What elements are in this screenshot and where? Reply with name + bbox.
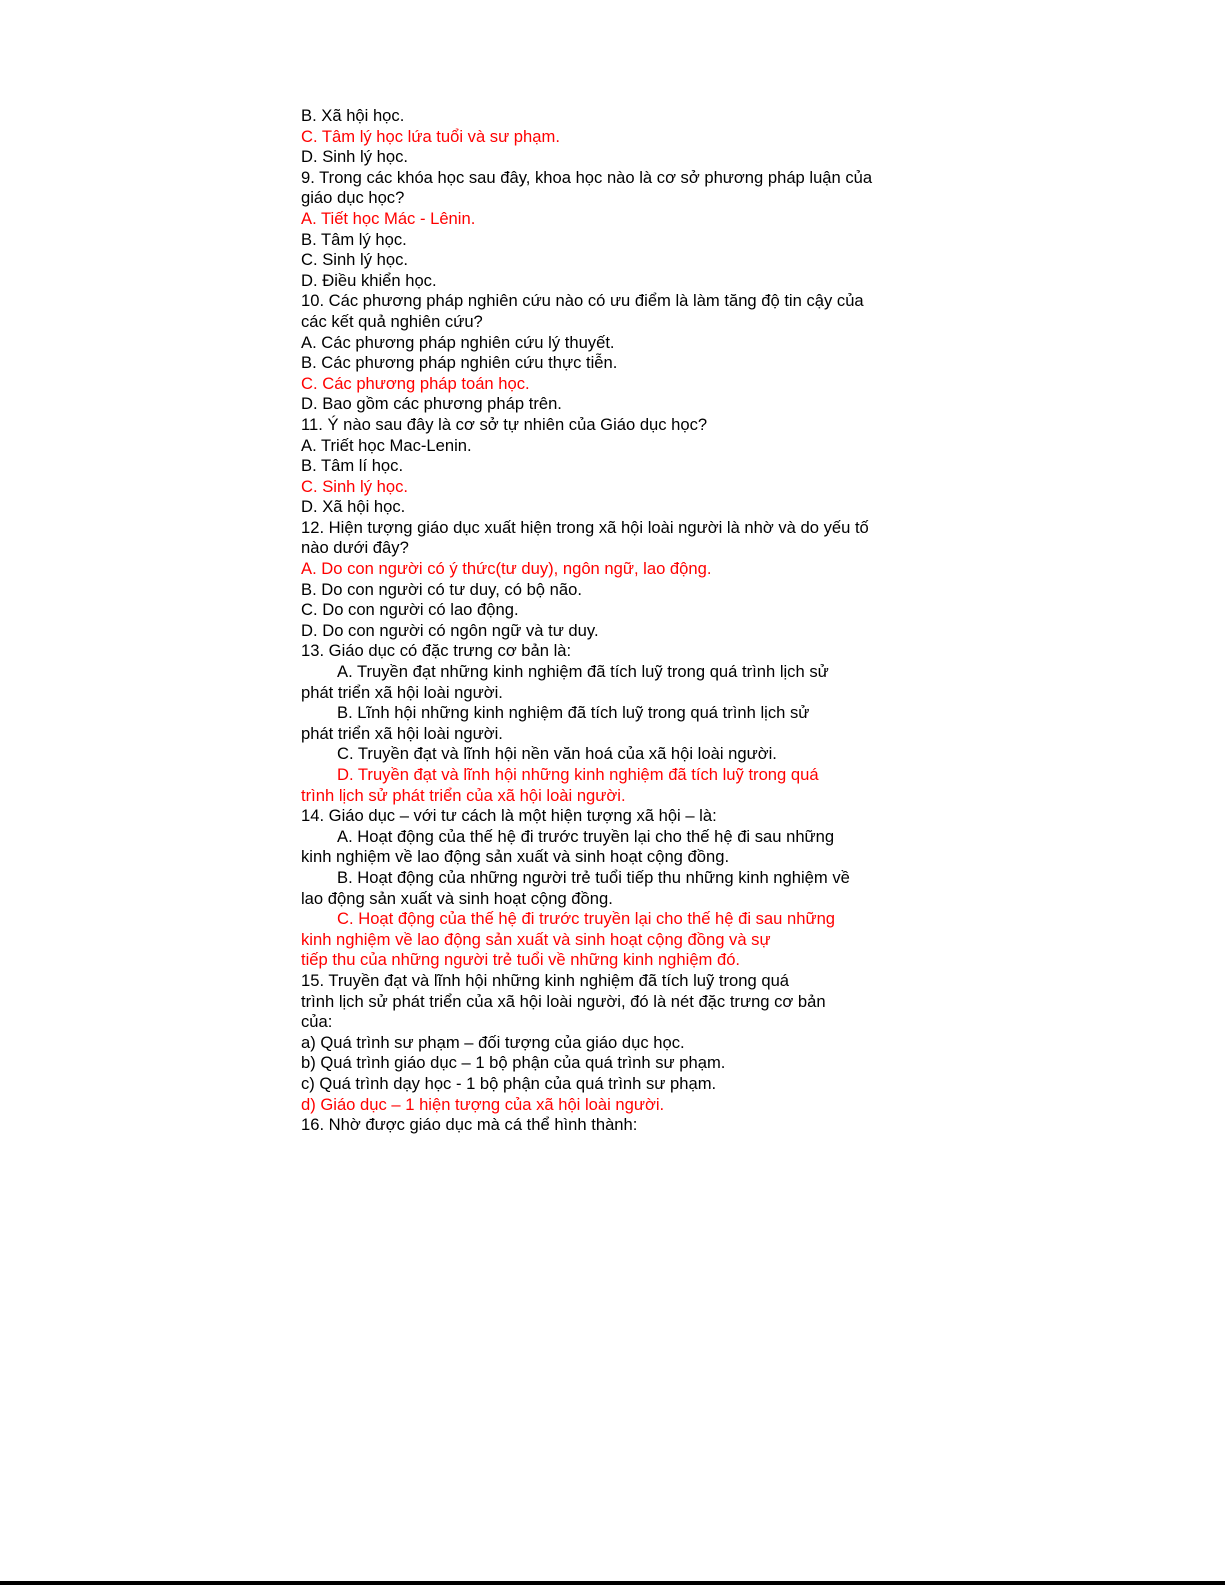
question-15-line: trình lịch sử phát triển của xã hội loài người, đó là nét đặc trưng cơ bản bbox=[301, 991, 826, 1011]
option-line: phát triển xã hội loài người. bbox=[301, 682, 503, 702]
option-line: A. Triết học Mac-Lenin. bbox=[301, 435, 472, 455]
option-line: D. Điều khiển học. bbox=[301, 270, 437, 290]
option-line: B. Do con người có tư duy, có bộ não. bbox=[301, 579, 582, 599]
question-13-line: 13. Giáo dục có đặc trưng cơ bản là: bbox=[301, 641, 572, 661]
question-15-line: 15. Truyền đạt và lĩnh hội những kinh nghiệm đã tích luỹ trong quá bbox=[301, 970, 790, 990]
bottom-border bbox=[0, 1581, 1225, 1585]
question-16-line: 16. Nhờ được giáo dục mà cá thể hình thành: bbox=[301, 1115, 638, 1135]
option-line: B. Xã hội học. bbox=[301, 106, 405, 125]
question-9-line: 9. Trong các khóa học sau đây, khoa học nào là cơ sở phương pháp luận của bbox=[301, 167, 873, 187]
option-line: B. Tâm lý học. bbox=[301, 229, 407, 249]
option-line: c) Quá trình dạy học - 1 bộ phận của quá trình sư phạm. bbox=[301, 1073, 717, 1093]
question-12-line: 12. Hiện tượng giáo dục xuất hiện trong xã hội loài người là nhờ và do yếu tố bbox=[301, 517, 869, 537]
option-line: C. Truyền đạt và lĩnh hội nền văn hoá của xã hội loài người. bbox=[337, 744, 777, 764]
correct-answer-line: C. Tâm lý học lứa tuổi và sư phạm. bbox=[301, 126, 560, 146]
option-line: lao động sản xuất và sinh hoạt cộng đồng. bbox=[301, 888, 613, 908]
option-line: phát triển xã hội loài người. bbox=[301, 723, 503, 743]
question-15-line: của: bbox=[301, 1012, 333, 1032]
option-line: B. Tâm lí học. bbox=[301, 456, 404, 476]
option-line: C. Sinh lý học. bbox=[301, 250, 408, 270]
question-11-line: 11. Ý nào sau đây là cơ sở tự nhiên của Giáo dục học? bbox=[301, 414, 708, 434]
question-14-line: 14. Giáo dục – với tư cách là một hiện tượng xã hội – là: bbox=[301, 806, 717, 826]
correct-answer-line: A. Do con người có ý thức(tư duy), ngôn ngữ, lao động. bbox=[301, 559, 712, 579]
question-12-line: nào dưới đây? bbox=[301, 538, 409, 558]
option-line: D. Sinh lý học. bbox=[301, 147, 408, 167]
option-line: A. Truyền đạt những kinh nghiệm đã tích luỹ trong quá trình lịch sử bbox=[337, 662, 829, 682]
option-line: b) Quá trình giáo dục – 1 bộ phận của quá trình sư phạm. bbox=[301, 1053, 726, 1073]
correct-answer-line: C. Các phương pháp toán học. bbox=[301, 373, 530, 393]
option-line: D. Do con người có ngôn ngữ và tư duy. bbox=[301, 620, 599, 640]
option-line: B. Lĩnh hội những kinh nghiệm đã tích luỹ trong quá trình lịch sử bbox=[337, 703, 810, 723]
option-line: a) Quá trình sư phạm – đối tượng của giáo dục học. bbox=[301, 1032, 685, 1052]
correct-answer-line: d) Giáo dục – 1 hiện tượng của xã hội loài người. bbox=[301, 1094, 665, 1114]
question-10-line: các kết quả nghiên cứu? bbox=[301, 311, 483, 331]
option-line: D. Bao gồm các phương pháp trên. bbox=[301, 394, 562, 414]
option-line: C. Do con người có lao động. bbox=[301, 600, 519, 620]
correct-answer-line: C. Sinh lý học. bbox=[301, 476, 408, 496]
option-line: A. Các phương pháp nghiên cứu lý thuyết. bbox=[301, 332, 615, 352]
correct-answer-line: A. Tiết học Mác - Lênin. bbox=[301, 208, 476, 228]
correct-answer-line: kinh nghiệm về lao động sản xuất và sinh hoạt cộng đồng và sự bbox=[301, 929, 771, 949]
document-page bbox=[301, 106, 941, 1136]
question-10-line: 10. Các phương pháp nghiên cứu nào có ưu điểm là làm tăng độ tin cậy của bbox=[301, 291, 864, 311]
option-line: A. Hoạt động của thế hệ đi trước truyền lại cho thế hệ đi sau những bbox=[337, 826, 835, 846]
correct-answer-line: C. Hoạt động của thế hệ đi trước truyền lại cho thế hệ đi sau những bbox=[337, 909, 836, 929]
question-9-line: giáo dục học? bbox=[301, 188, 405, 208]
option-line: B. Hoạt động của những người trẻ tuổi tiếp thu những kinh nghiệm về bbox=[337, 867, 850, 887]
option-line: B. Các phương pháp nghiên cứu thực tiễn. bbox=[301, 353, 618, 373]
option-line: kinh nghiệm về lao động sản xuất và sinh hoạt cộng đồng. bbox=[301, 847, 730, 867]
correct-answer-line: tiếp thu của những người trẻ tuổi về những kinh nghiệm đó. bbox=[301, 950, 741, 970]
option-line: D. Xã hội học. bbox=[301, 497, 406, 517]
correct-answer-line: D. Truyền đạt và lĩnh hội những kinh nghiệm đã tích luỹ trong quá bbox=[337, 765, 819, 784]
correct-answer-line: trình lịch sử phát triển của xã hội loài người. bbox=[301, 785, 626, 805]
